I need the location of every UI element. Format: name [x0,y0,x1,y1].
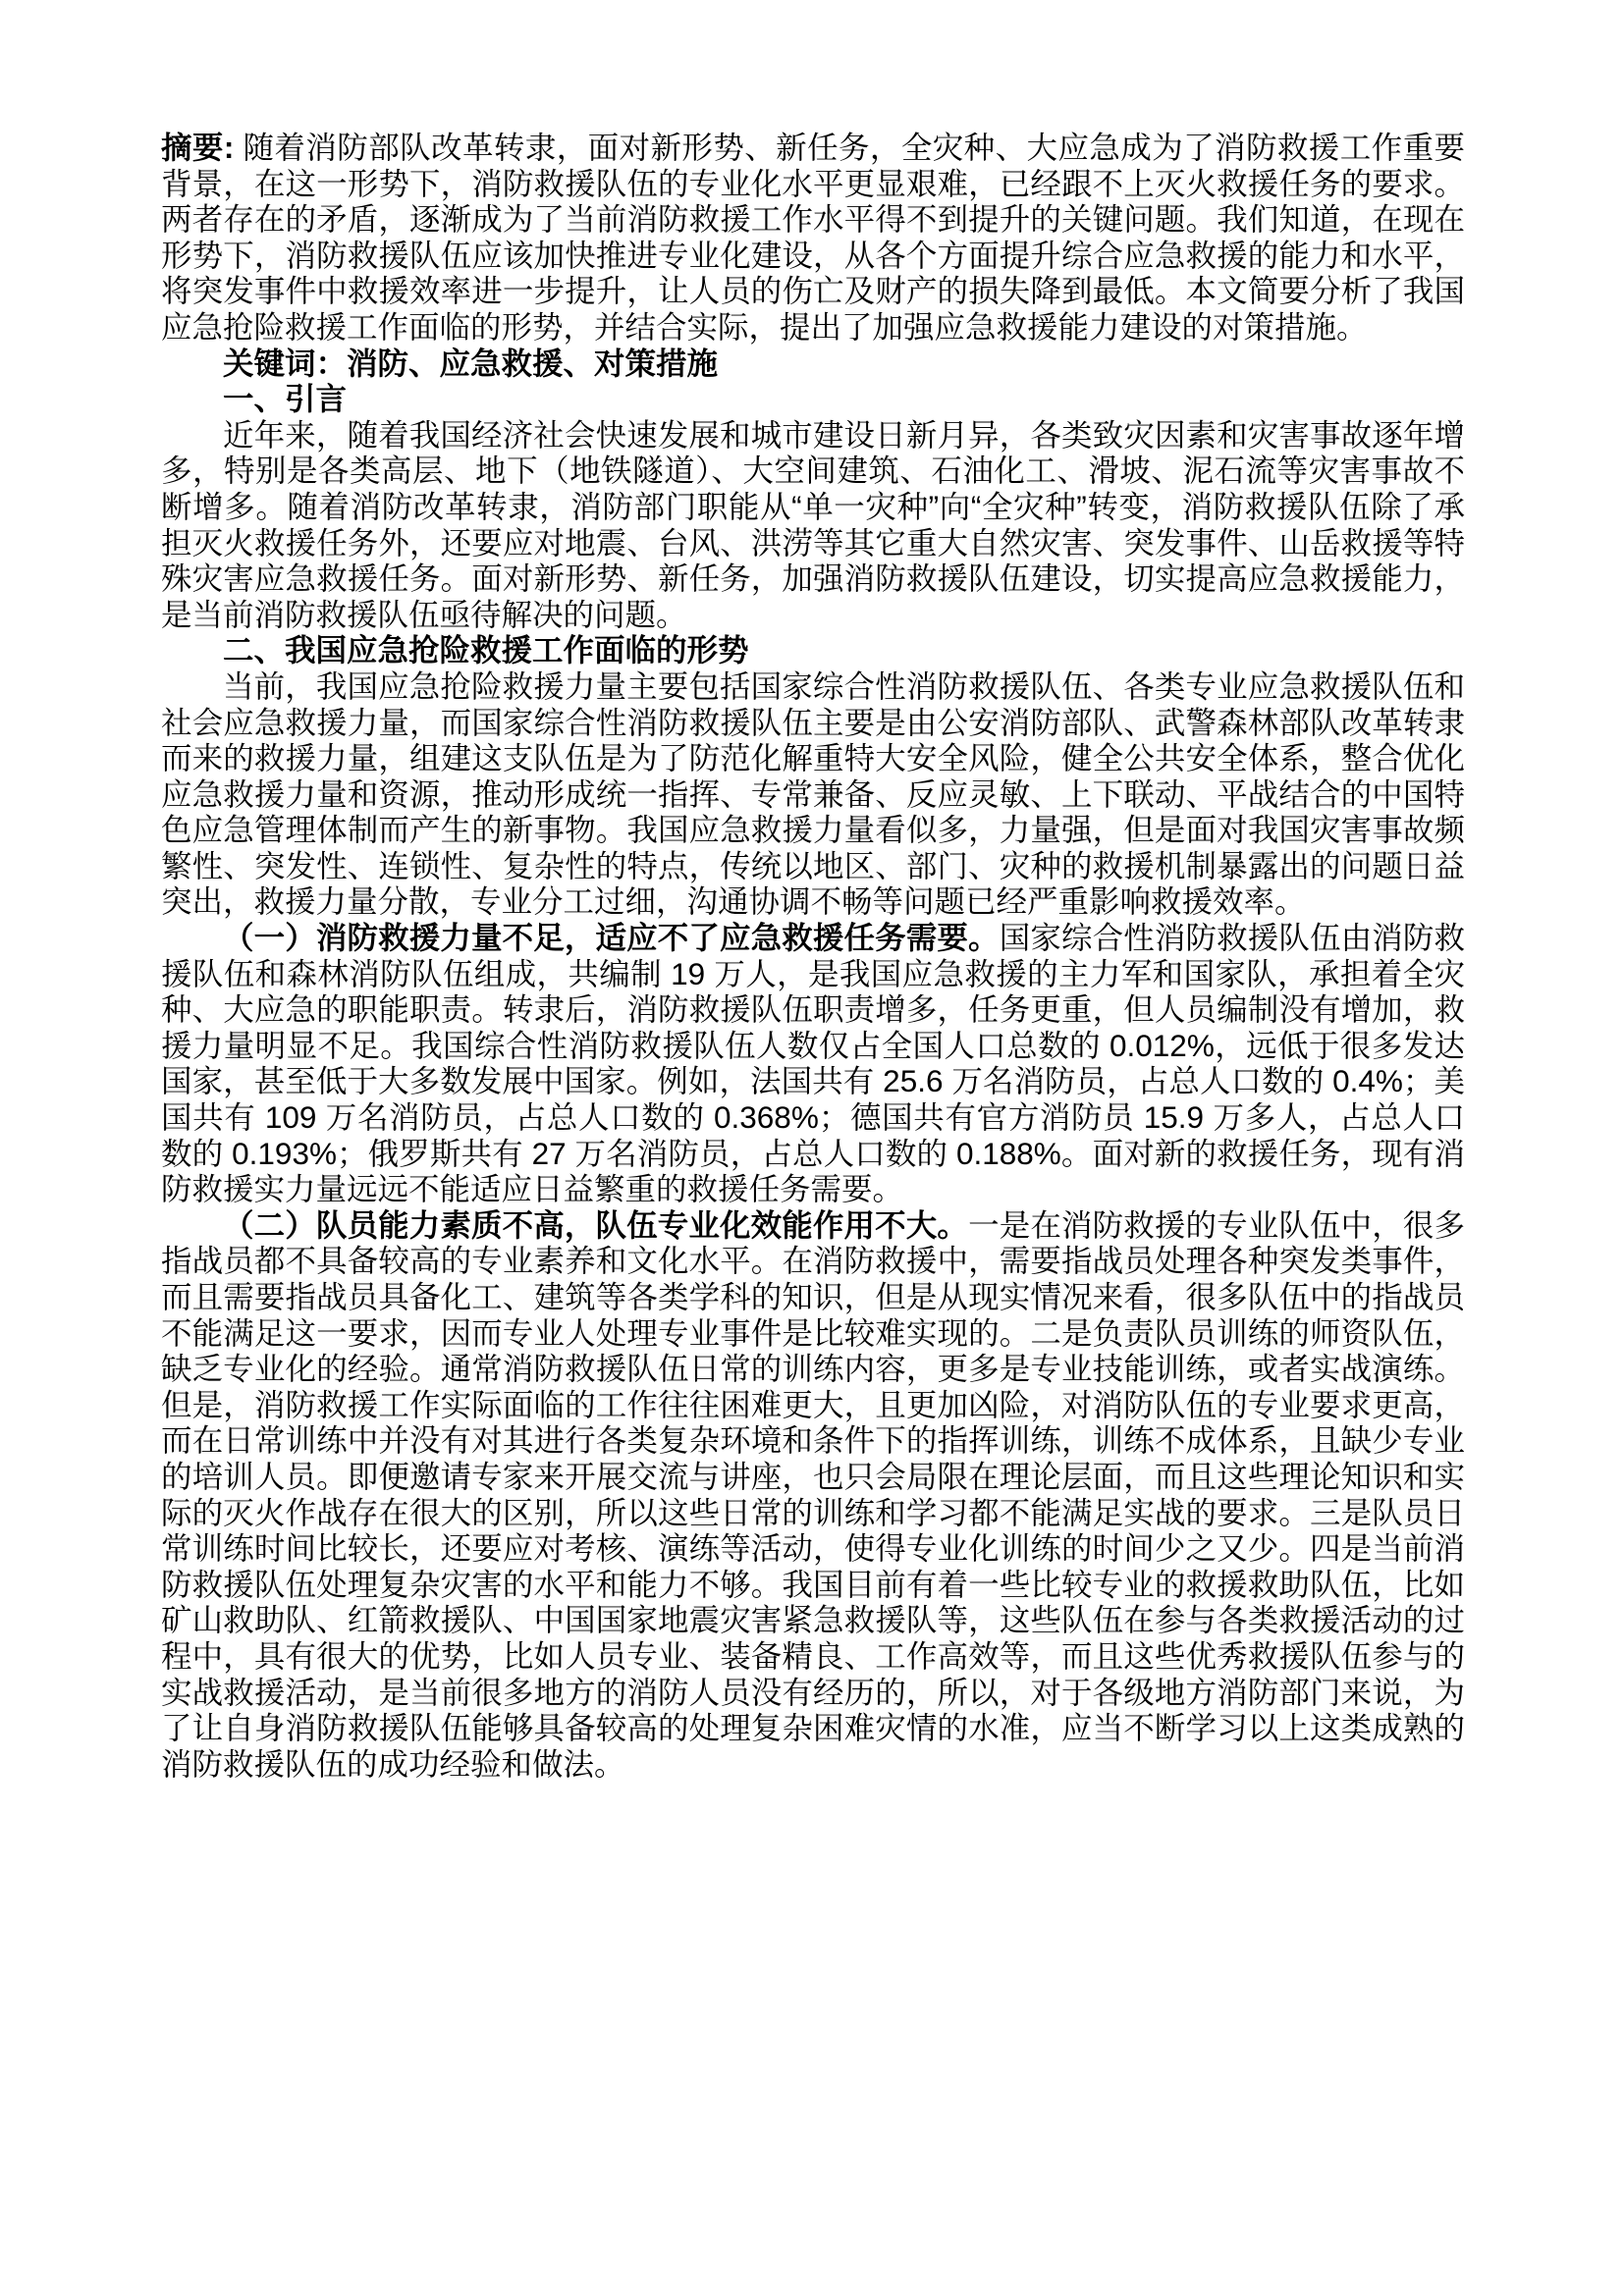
introduction-paragraph [161,417,1465,633]
abstract-label: 摘要: [161,130,244,165]
situation-paragraph [161,668,1465,920]
abstract-paragraph [161,130,1465,346]
document-content [161,130,1465,1782]
subsection-two-heading: （二）队员能力素质不高，队伍专业化效能作用不大。 [223,1206,969,1243]
section-heading-introduction: 一、引言 [223,381,348,417]
subsection-one-paragraph [161,920,1465,1207]
situation-text: 当前，我国应急抢险救援力量主要包括国家综合性消防救援队伍、各类专业应急救援队伍和社会应急救援力量，而国家综合性消防救援队伍主要是由公安消防部队、武警森林部队改革转隶而来的救援力量，组建这支队伍是为了防范化解重特大安全风险，健全公共安全体系，整合优化应急救援力量和资源，推动形成统一指挥、专常兼备、反应灵敏、上下联动、平战结合的中国特色应急管理体制而产生的新事物。我国应急救援力量看似多，力量强，但是面对我国灾害事故频繁性、突发性、连锁性、复杂性的特点，传统以地区、部门、灾种的救援机制暴露出的问题日益突出，救援力量分散，专业分工过细，沟通协调不畅等问题已经严重影响救援效率。 [161,667,1465,920]
abstract-text: 随着消防部队改革转隶，面对新形势、新任务，全灾种、大应急成为了消防救援工作重要背景，在这一形势下，消防救援队伍的专业化水平更显艰难，已经跟不上灭火救援任务的要求。两者存在的矛盾，逐渐成为了当前消防救援工作水平得不到提升的关键问题。我们知道，在现在形势下，消防救援队伍应该加快推进专业化建设，从各个方面提升综合应急救援的能力和水平，将突发事件中救援效率进一步提升，让人员的伤亡及财产的损失降到最低。本文简要分析了我国应急抢险救援工作面临的形势，并结合实际，提出了加强应急救援能力建设的对策措施。 [161,130,1465,345]
section-heading-situation: 二、我国应急抢险救援工作面临的形势 [223,632,749,668]
introduction-text: 近年来，随着我国经济社会快速发展和城市建设日新月异，各类致灾因素和灾害事故逐年增多，特别是各类高层、地下（地铁隧道）、大空间建筑、石油化工、滑坡、泥石流等灾害事故不断增多。随着消防改革转隶，消防部门职能从“单一灾种”向“全灾种”转变，消防救援队伍除了承担灭火救援任务外，还要应对地震、台风、洪涝等其它重大自然灾害、突发事件、山岳救援等特殊灾害应急救援任务。面对新形势、新任务，加强消防救援队伍建设，切实提高应急救援能力，是当前消防救援队伍亟待解决的问题。 [161,416,1465,632]
subsection-one-text: 国家综合性消防救援队伍由消防救援队伍和森林消防队伍组成，共编制 19 万人，是我国应急救援的主力军和国家队，承担着全灾种、大应急的职能职责。转隶后，消防救援队伍职责增多，任务更重，但人员编制没有增加，救援力量明显不足。我国综合性消防救援队伍人数仅占全国人口总数的 0.012%，远低于很多发达国家，甚至低于大多数发展中国家。例如，法国共有 25.6 万名消防员，占总人口数的 0.4%；美国共有 109 万名消防员，占总人口数的 0.368%；德国共有官方消防员 15.9 万多人，占总人口数的 0.193%；俄罗斯共有 27 万名消防员，占总人口数的 0.188%。面对新的救援任务，现有消防救援实力量远远不能适应日益繁重的救援任务需要。 [161,920,1465,1207]
subsection-two-paragraph [161,1207,1465,1783]
keywords-line: 关键词：消防、应急救援、对策措施 [223,345,719,381]
subsection-one-heading: （一）消防救援力量不足，适应不了应急救援任务需要。 [223,920,1000,956]
subsection-two-text: 一是在消防救援的专业队伍中，很多指战员都不具备较高的专业素养和文化水平。在消防救援中，需要指战员处理各种突发类事件，而且需要指战员具备化工、建筑等各类学科的知识，但是从现实情况来看，很多队伍中的指战员不能满足这一要求，因而专业人处理专业事件是比较难实现的。二是负责队员训练的师资队伍，缺乏专业化的经验。通常消防救援队伍日常的训练内容，更多是专业技能训练，或者实战演练。但是，消防救援工作实际面临的工作往往困难更大，且更加凶险，对消防队伍的专业要求更高，而在日常训练中并没有对其进行各类复杂环境和条件下的指挥训练，训练不成体系，且缺少专业的培训人员。即便邀请专家来开展交流与讲座，也只会局限在理论层面，而且这些理论知识和实际的灭火作战存在很大的区别，所以这些日常的训练和学习都不能满足实战的要求。三是队员日常训练时间比较长，还要应对考核、演练等活动，使得专业化训练的时间少之又少。四是当前消防救援队伍处理复杂灾害的水平和能力不够。我国目前有着一些比较专业的救援救助队伍，比如矿山救助队、红箭救援队、中国国家地震灾害紧急救援队等，这些队伍在参与各类救援活动的过程中，具有很大的优势，比如人员专业、装备精良、工作高效等，而且这些优秀救援队伍参与的实战救援活动，是当前很多地方的消防人员没有经历的，所以，对于各级地方消防部门来说，为了让自身消防救援队伍能够具备较高的处理复杂困难灾情的水准，应当不断学习以上这类成熟的消防救援队伍的成功经验和做法。 [161,1206,1465,1782]
